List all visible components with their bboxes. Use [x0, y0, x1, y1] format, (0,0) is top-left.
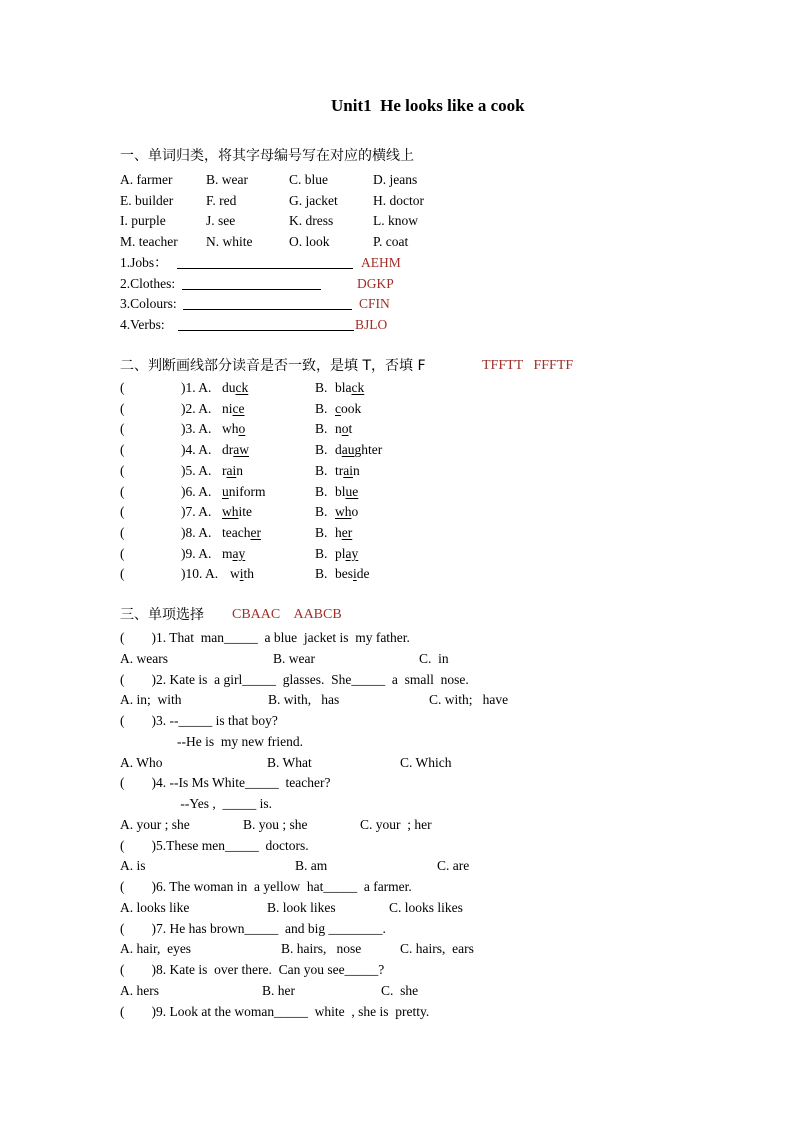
item-number: )3. A. — [181, 421, 212, 437]
option-b-label: B. — [315, 380, 328, 395]
word-part: th — [243, 566, 255, 582]
word-option: E. builder — [120, 192, 174, 208]
choice-b: B. you ; she — [243, 816, 308, 832]
word-option: M. teacher — [120, 234, 178, 250]
word-part: t — [348, 421, 353, 437]
option-a-word — [222, 420, 245, 438]
choice-a: A. Who — [120, 754, 163, 770]
item-number: )6. A. — [181, 483, 212, 499]
choice-c: C. looks likes — [389, 899, 463, 915]
word-part: d — [335, 442, 342, 458]
category-row — [120, 275, 175, 293]
question-line: ( )2. Kate is a girl_____ glasses. She_____ a small nose. — [120, 671, 469, 687]
option-b-word — [335, 441, 382, 459]
option-b-word — [335, 545, 358, 563]
option-b-label: B. — [315, 483, 328, 499]
choice-b: B. What — [267, 754, 312, 770]
option-a-word — [222, 400, 245, 418]
answer-paren: ( — [120, 524, 125, 540]
option-a-word — [222, 503, 252, 521]
choice-a: A. is — [120, 858, 146, 874]
option-b-label: B. — [315, 421, 328, 437]
item-number: )2. A. — [181, 400, 212, 416]
underlined-letters: o — [341, 421, 349, 437]
underlined-letters: ck — [351, 380, 365, 395]
choice-a: A. looks like — [120, 899, 190, 915]
word-option: H. doctor — [373, 192, 424, 208]
option-a-word — [222, 462, 243, 480]
category-answer: DGKP — [357, 275, 394, 291]
category-label: 4.Verbs: — [120, 317, 165, 333]
underlined-letters: ck — [235, 380, 249, 395]
word-part: dr — [222, 442, 234, 458]
option-b-word — [335, 483, 358, 501]
option-b-word — [335, 565, 370, 583]
section-2-answers: TFFTT FFFTF — [482, 358, 574, 373]
choice-b: B. with, has — [268, 692, 340, 708]
underlined-letters: au — [341, 442, 355, 458]
option-b-word — [335, 420, 352, 438]
underlined-letters: ay — [232, 545, 246, 561]
underlined-letters: ay — [345, 545, 359, 561]
choice-c: C. are — [437, 858, 470, 874]
question-line: --He is my new friend. — [177, 733, 303, 749]
category-label: 3.Colours: — [120, 296, 177, 312]
category-label: 1.Jobs： — [120, 255, 168, 270]
word-option: L. know — [373, 213, 418, 229]
option-b-word — [335, 503, 358, 521]
answer-paren: ( — [120, 545, 125, 561]
item-number: )4. A. — [181, 442, 212, 458]
answer-paren: ( — [120, 483, 125, 499]
option-a-word — [230, 565, 254, 583]
question-line: ( )6. The woman in a yellow hat_____ a farmer. — [120, 879, 412, 894]
word-part: teach — [222, 524, 251, 540]
word-option: J. see — [206, 213, 236, 229]
choice-c: C. with; have — [429, 692, 509, 708]
word-part: ni — [222, 400, 233, 416]
choice-b: B. am — [295, 858, 328, 874]
underlined-letters: ai — [343, 462, 353, 478]
category-row — [120, 295, 177, 313]
page-title: Unit1 He looks like a cook — [331, 96, 525, 115]
choice-b: B. her — [262, 982, 295, 998]
question-line: ( )4. --Is Ms White_____ teacher? — [120, 775, 331, 791]
word-option: O. look — [289, 234, 330, 250]
word-part: bl — [335, 483, 346, 499]
answer-blank[interactable] — [178, 330, 354, 331]
underlined-letters: ce — [232, 400, 245, 416]
word-part: m — [222, 545, 233, 561]
option-b-label: B. — [315, 545, 328, 561]
underlined-letters: ai — [226, 462, 237, 478]
option-b-word — [335, 379, 364, 397]
category-label: 2.Clothes: — [120, 275, 176, 291]
choice-a: A. your ; she — [120, 816, 190, 832]
underlined-letters: aw — [233, 442, 249, 458]
option-b-word — [335, 462, 360, 480]
word-part: n — [335, 421, 342, 437]
answer-paren: ( — [120, 380, 125, 395]
word-part: tr — [335, 462, 344, 478]
answer-blank[interactable] — [177, 268, 353, 269]
word-part: niform — [228, 483, 266, 499]
underlined-letters: er — [250, 524, 261, 540]
question-line: ( )7. He has brown_____ and big ________. — [120, 920, 386, 936]
word-option: D. jeans — [373, 172, 418, 187]
answer-paren: ( — [120, 566, 125, 582]
item-number: )8. A. — [181, 524, 212, 540]
option-b-word — [335, 524, 352, 542]
answer-paren: ( — [120, 442, 125, 458]
choice-a: A. in; with — [120, 692, 182, 708]
option-b-word — [335, 400, 361, 418]
option-b-label: B. — [315, 442, 328, 458]
choice-c: C. she — [381, 982, 419, 998]
underlined-letters: er — [341, 524, 353, 540]
option-a-word — [222, 524, 261, 542]
question-line: ( )3. --_____ is that boy? — [120, 713, 278, 728]
item-number: )1. A. — [181, 380, 212, 395]
option-b-label: B. — [315, 524, 328, 540]
answer-paren: ( — [120, 462, 125, 478]
word-part: w — [230, 566, 240, 582]
choice-c: C. hairs, ears — [400, 941, 474, 957]
word-part: ghter — [354, 442, 383, 458]
word-part: bla — [335, 380, 352, 395]
option-b-label: B. — [315, 462, 328, 478]
question-line: ( )5.These men_____ doctors. — [120, 837, 309, 853]
word-option: A. farmer — [120, 172, 173, 187]
word-part: bes — [335, 566, 353, 582]
category-row — [120, 316, 165, 334]
underlined-letters: ue — [345, 483, 359, 499]
underlined-letters: i — [353, 566, 357, 582]
option-a-word — [222, 379, 248, 397]
word-part: h — [335, 524, 342, 540]
word-option: I. purple — [120, 213, 166, 229]
choice-a: A. hair, eyes — [120, 941, 192, 957]
question-line: ( )1. That man_____ a blue jacket is my father. — [120, 630, 410, 645]
option-b-label: B. — [315, 400, 328, 416]
answer-paren: ( — [120, 400, 125, 416]
answer-blank[interactable] — [182, 289, 321, 290]
word-part: o — [351, 504, 359, 520]
choice-c: C. in — [419, 650, 449, 666]
choice-c: C. your ; her — [360, 816, 432, 832]
item-number: )10. A. — [181, 566, 219, 582]
word-part: r — [222, 462, 227, 478]
option-b-label: B. — [315, 504, 328, 520]
item-number: )9. A. — [181, 545, 212, 561]
underlined-letters: i — [239, 566, 244, 582]
choice-c: C. Which — [400, 754, 452, 770]
question-line: --Yes , _____ is. — [177, 796, 273, 811]
category-answer: CFIN — [359, 296, 390, 312]
underlined-letters: wh — [222, 504, 239, 520]
underlined-letters: o — [238, 421, 246, 437]
word-part: pl — [335, 545, 346, 561]
word-option: P. coat — [373, 234, 409, 250]
answer-paren: ( — [120, 504, 125, 520]
choice-b: B. hairs, nose — [281, 941, 362, 957]
word-part: de — [356, 566, 370, 582]
word-part: n — [353, 462, 360, 478]
underlined-letters: u — [222, 483, 229, 499]
underlined-letters: wh — [335, 504, 352, 520]
option-a-word — [222, 441, 249, 459]
question-line: ( )9. Look at the woman_____ white , she is pretty. — [120, 1003, 430, 1019]
section-3-answers: CBAAC AABCB — [232, 607, 342, 622]
option-b-label: B. — [315, 566, 328, 582]
word-option: C. blue — [289, 172, 328, 187]
underlined-letters: c — [335, 400, 341, 416]
word-option: B. wear — [206, 172, 248, 187]
answer-blank[interactable] — [183, 309, 352, 310]
word-option: F. red — [206, 192, 237, 208]
word-part: du — [222, 380, 236, 395]
category-answer: BJLO — [355, 317, 388, 333]
word-part: n — [236, 462, 243, 478]
word-part: wh — [222, 421, 239, 437]
word-option: K. dress — [289, 213, 334, 229]
item-number: )5. A. — [181, 462, 212, 478]
category-row — [120, 254, 168, 272]
section-2-heading: 二、判断画线部分读音是否一致，是填 T，否填 F — [120, 358, 426, 374]
section-3-heading: 三、单项选择 — [120, 607, 204, 623]
section-1-heading: 一、单词归类，将其字母编号写在对应的横线上 — [120, 148, 414, 164]
choice-a: A. wears — [120, 650, 168, 666]
word-option: N. white — [206, 234, 253, 250]
option-a-word — [222, 483, 266, 501]
choice-b: B. look likes — [267, 899, 336, 915]
answer-paren: ( — [120, 421, 125, 437]
word-option: G. jacket — [289, 192, 338, 208]
option-a-word — [222, 545, 245, 563]
word-part: ite — [238, 504, 252, 520]
choice-b: B. wear — [273, 650, 315, 666]
category-answer: AEHM — [361, 255, 401, 270]
item-number: )7. A. — [181, 504, 212, 520]
word-part: ook — [341, 400, 362, 416]
question-line: ( )8. Kate is over there. Can you see_____? — [120, 962, 385, 977]
choice-a: A. hers — [120, 982, 159, 998]
